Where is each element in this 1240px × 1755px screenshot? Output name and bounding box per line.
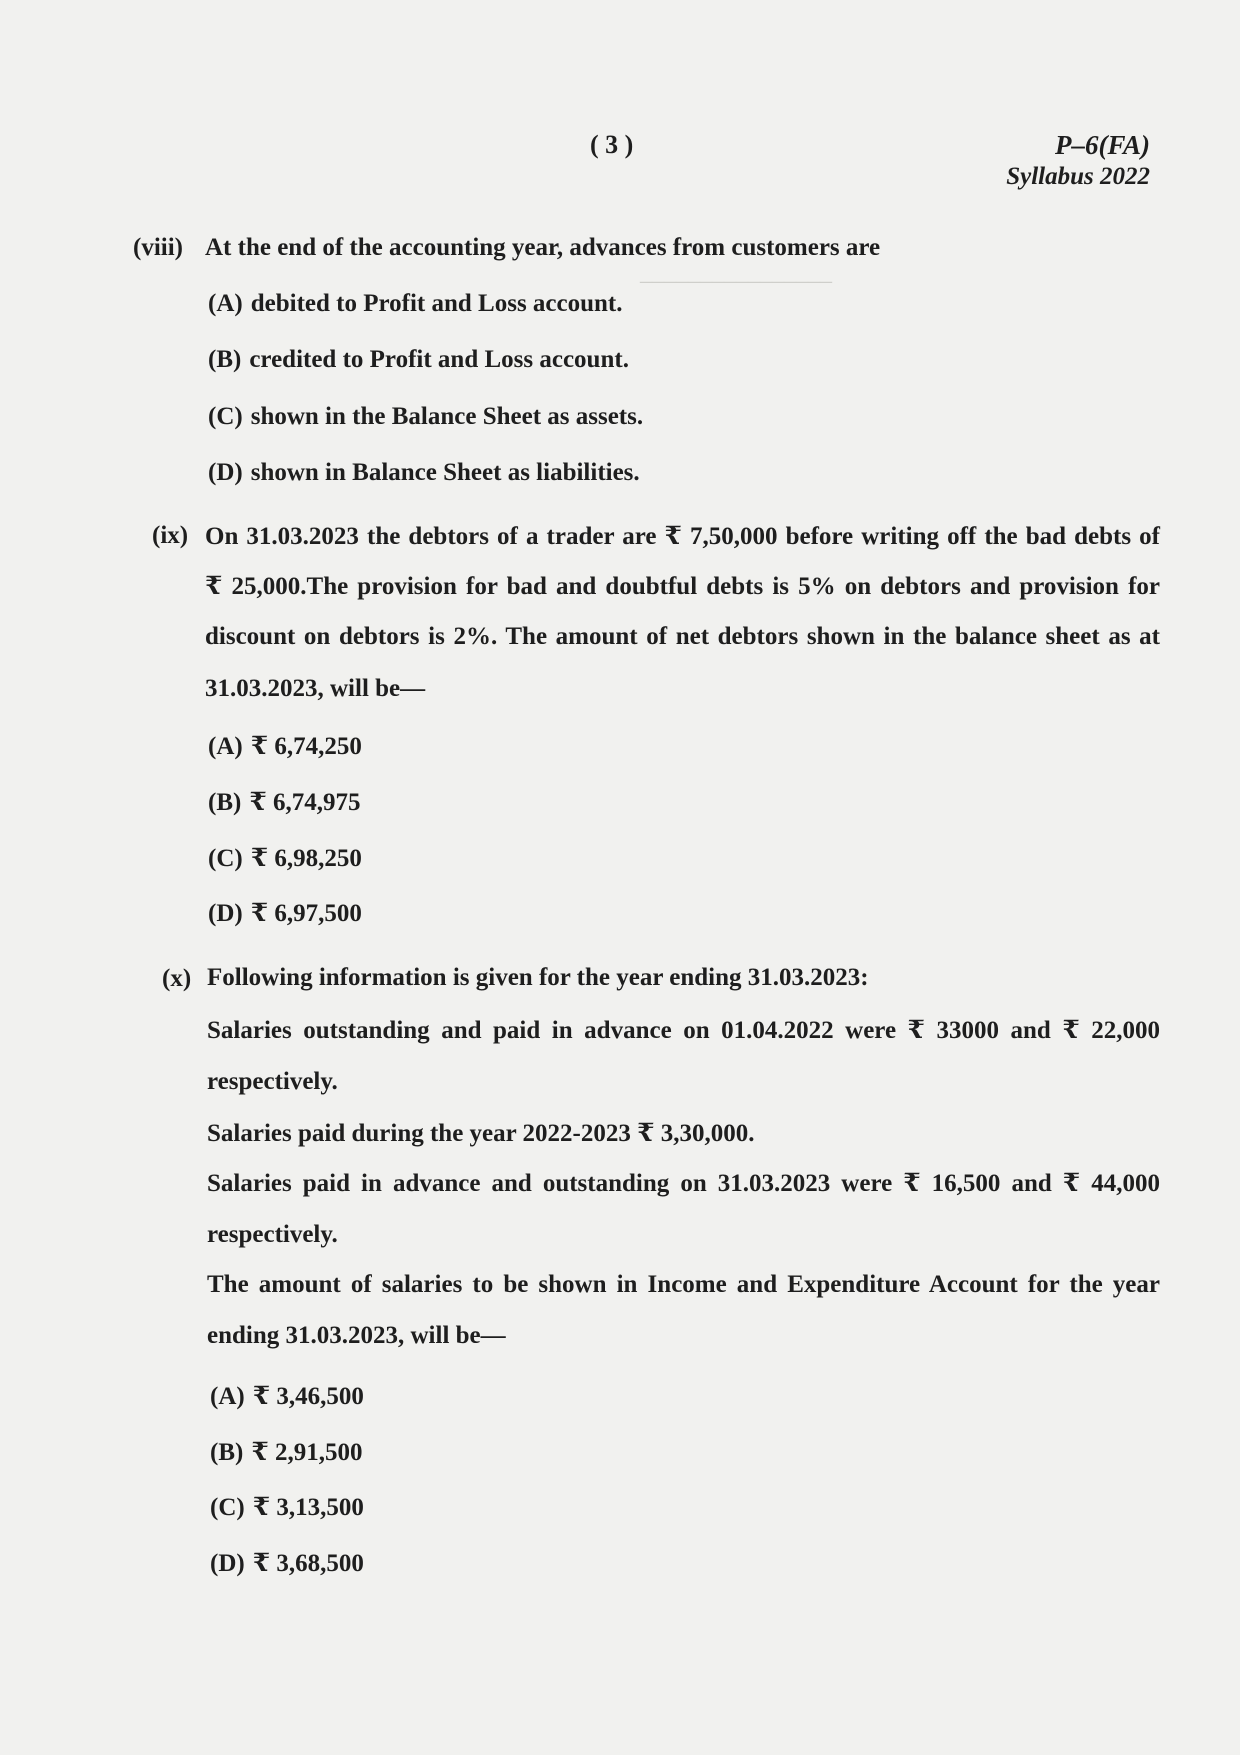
option-label: (D) bbox=[208, 459, 243, 486]
option-label: (C) bbox=[208, 403, 243, 430]
option-label: (B) bbox=[208, 789, 242, 816]
syllabus-label: Syllabus 2022 bbox=[1006, 163, 1150, 190]
option-c bbox=[208, 843, 362, 873]
question-line: The amount of salaries to be shown in Income and Expenditure Account for the year bbox=[207, 1271, 1160, 1298]
option-text: ₹ 3,68,500 bbox=[252, 1550, 364, 1577]
option-text: ₹ 6,98,250 bbox=[250, 845, 362, 872]
question-line: Salaries paid in advance and outstanding on 31.03.2023 were ₹ 16,500 and ₹ 44,000 bbox=[207, 1170, 1160, 1197]
question-line: Following information is given for the year ending 31.03.2023: bbox=[207, 964, 869, 991]
option-b bbox=[210, 1437, 362, 1467]
option-d bbox=[208, 898, 362, 928]
option-label: (B) bbox=[210, 1439, 244, 1466]
question-line: respectively. bbox=[207, 1221, 338, 1248]
option-text: ₹ 3,13,500 bbox=[252, 1494, 364, 1521]
option-d bbox=[208, 459, 640, 487]
option-b bbox=[208, 787, 360, 817]
option-a bbox=[208, 290, 623, 318]
question-line: ₹ 25,000.The provision for bad and doubtful debts is 5% on debtors and provision for bbox=[205, 573, 1160, 600]
option-c bbox=[208, 403, 643, 431]
option-label: (C) bbox=[208, 845, 243, 872]
question-number: (x) bbox=[162, 965, 192, 992]
question-line: Salaries paid during the year 2022-2023 ₹ 3,30,000. bbox=[207, 1120, 755, 1147]
question-line: discount on debtors is 2%. The amount of net debtors shown in the balance sheet as at bbox=[205, 623, 1160, 650]
question-stem: At the end of the accounting year, advances from customers are bbox=[205, 234, 881, 261]
question-number: (ix) bbox=[152, 522, 189, 549]
option-text: ₹ 2,91,500 bbox=[251, 1439, 363, 1466]
option-label: (C) bbox=[210, 1494, 245, 1521]
option-label: (A) bbox=[208, 733, 243, 760]
question-line: 31.03.2023, will be— bbox=[205, 675, 426, 702]
option-text: shown in Balance Sheet as liabilities. bbox=[250, 459, 640, 486]
option-b bbox=[208, 346, 629, 374]
option-label: (B) bbox=[208, 346, 242, 373]
paper-code: P–6(FA) bbox=[1054, 130, 1150, 160]
option-a bbox=[210, 1381, 364, 1411]
option-c bbox=[210, 1492, 364, 1522]
option-d bbox=[210, 1548, 364, 1578]
question-line: respectively. bbox=[207, 1068, 338, 1095]
option-text: ₹ 3,46,500 bbox=[252, 1383, 364, 1410]
option-label: (D) bbox=[210, 1550, 245, 1577]
question-line: ending 31.03.2023, will be— bbox=[207, 1322, 506, 1349]
option-text: credited to Profit and Loss account. bbox=[249, 346, 629, 373]
question-line: On 31.03.2023 the debtors of a trader are ₹ 7,50,000 before writing off the bad debts of bbox=[205, 523, 1160, 550]
show-through-text: ________________ bbox=[640, 260, 832, 286]
option-label: (A) bbox=[210, 1383, 245, 1410]
option-a bbox=[208, 731, 362, 761]
option-text: ₹ 6,74,250 bbox=[250, 733, 362, 760]
option-text: ₹ 6,97,500 bbox=[250, 900, 362, 927]
page-number: ( 3 ) bbox=[590, 130, 634, 159]
option-text: ₹ 6,74,975 bbox=[249, 789, 361, 816]
question-line: Salaries outstanding and paid in advance on 01.04.2022 were ₹ 33000 and ₹ 22,000 bbox=[207, 1017, 1160, 1044]
option-text: debited to Profit and Loss account. bbox=[250, 290, 623, 317]
option-label: (D) bbox=[208, 900, 243, 927]
question-number: (viii) bbox=[133, 234, 183, 261]
option-text: shown in the Balance Sheet as assets. bbox=[250, 403, 644, 430]
option-label: (A) bbox=[208, 290, 243, 317]
